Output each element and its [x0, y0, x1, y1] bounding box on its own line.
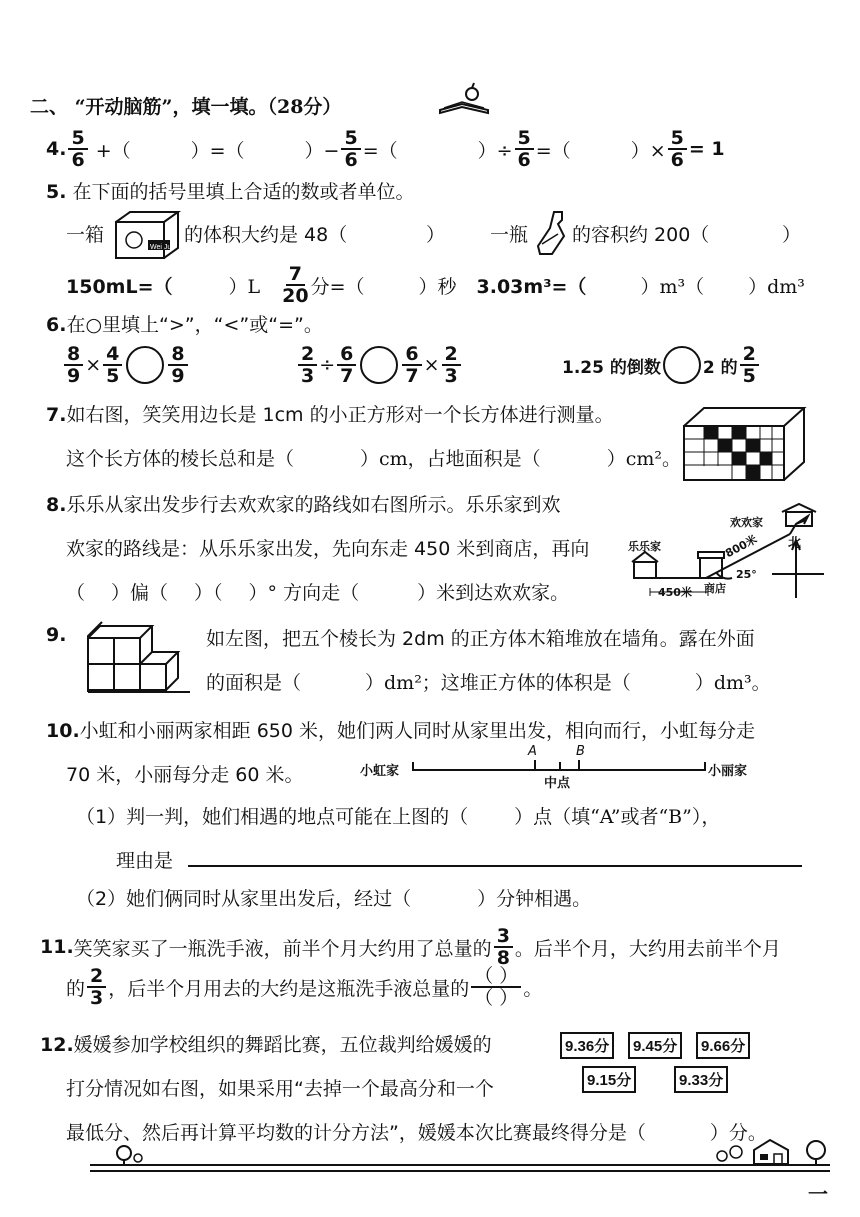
- q4-fraction: $\frac{5}{6}$: [668, 128, 687, 170]
- q5-line1-a: 一箱: [66, 224, 105, 246]
- q4-text: ）÷: [477, 139, 513, 162]
- q6-expr-1: $\frac{8}{9}$ × $\frac{4}{5}$ $\frac{8}{9}$: [62, 344, 190, 386]
- number-line: 小虹家 A B 中点 小丽家: [360, 744, 748, 791]
- q4-fraction: $\frac{5}{6}$: [68, 128, 87, 170]
- q4-text: = 1: [688, 138, 725, 160]
- q9-number: 9.: [46, 624, 67, 646]
- q6-expr-3: 1.25 的倒数 2 的 $\frac{2}{5}$: [562, 344, 761, 386]
- answer-line[interactable]: [188, 865, 802, 867]
- q12-line2: 打分情况如右图，如果采用“去掉一个最高分和一个: [66, 1078, 494, 1100]
- svg-text:Wei Ju: Wei Ju: [150, 244, 172, 251]
- q8-line3: （ ）偏（ ）（ ）° 方向走（ ）米到达欢欢家。: [66, 582, 570, 604]
- map-label-distance-2: 450米: [658, 586, 692, 599]
- question-6: 6.在○里填上“>”，“<”或“=”。: [46, 314, 323, 336]
- question-8: 8.乐乐从家出发步行去欢欢家的路线如右图所示。乐乐家到欢: [46, 494, 561, 516]
- q10-part2: （2）她们俩同时从家里出发后，经过（ ）分钟相遇。: [76, 888, 592, 910]
- cuboid-figure: [680, 404, 810, 484]
- q4-text: ）×: [630, 139, 666, 162]
- q5-line1-d: 一瓶: [490, 224, 529, 246]
- page-number: 一: [808, 1182, 828, 1206]
- compare-circle[interactable]: [126, 346, 164, 384]
- score-box: 9.66分: [696, 1032, 750, 1059]
- q4-fraction: $\frac{5}{6}$: [341, 128, 360, 170]
- q9-line1: 如左图，把五个棱长为 2dm 的正方体木箱堆放在墙角。露在外面: [206, 628, 755, 650]
- q5-number: 5.: [46, 181, 67, 203]
- q7-line2: 这个长方体的棱长总和是（ ）cm，占地面积是（ ）cm²。: [66, 448, 681, 470]
- section-title: 二、 “开动脑筋”，填一填。（28分）: [30, 96, 342, 118]
- question-5: [46, 177, 415, 204]
- q5-line2: 150mL=（ ）L $\frac{7}{20}$ 分=（ ）秒 3.03m³=（ ）m³（ ）dm³: [66, 263, 805, 307]
- map-label-north: 北: [788, 536, 802, 551]
- footer-rule: [90, 1170, 830, 1172]
- map-label-angle: 25°: [736, 568, 757, 581]
- q5-line1-c: ）: [426, 224, 446, 246]
- score-box: 9.36分: [560, 1032, 614, 1059]
- q4-text: =（: [362, 139, 398, 162]
- q5-line1-e: 的容积约 200（: [572, 224, 710, 246]
- q4-text: ）=（: [190, 139, 245, 162]
- q4-text: ）−: [304, 139, 340, 162]
- map-label-distance-1: 800米: [723, 532, 760, 561]
- compare-circle[interactable]: [360, 346, 398, 384]
- house-trees-icon: [712, 1138, 832, 1168]
- q10-part1: （1）判一判，她们相遇的地点可能在上图的（ ）点（填“A”或者“B”），: [76, 806, 721, 828]
- score-box: 9.33分: [674, 1066, 728, 1093]
- bottle-icon: [534, 210, 568, 256]
- q10-line2: 70 米，小丽每分走 60 米。: [66, 764, 304, 786]
- tree-icon: [112, 1144, 148, 1166]
- q5-text: 在下面的括号里填上合适的数或者单位。: [72, 181, 415, 203]
- box-icon: [112, 208, 182, 262]
- q11-line2: 的 $\frac{2}{3}$ ，后半个月用去的大约是这瓶洗手液总量的 $\frac{( )}{( )}$ 。: [66, 965, 543, 1009]
- map-label-huanhuan: 欢欢家: [730, 516, 763, 529]
- q4-text: +（: [95, 139, 131, 162]
- q4-fraction: $\frac{5}{6}$: [515, 128, 534, 170]
- q8-line2: 欢家的路线是：从乐乐家出发，先向东走 450 米到商店，再向: [66, 538, 590, 560]
- compare-circle[interactable]: [663, 346, 701, 384]
- map-label-store: 商店: [704, 582, 726, 595]
- question-7: 7.如右图，笑笑用边长是 1cm 的小正方形对一个长方体进行测量。: [46, 404, 614, 426]
- question-11: 11. 笑笑家买了一瓶洗手液，前半个月大约用了总量的 $\frac{3}{8}$ 。后半个月，大约用去前半个月: [40, 925, 781, 969]
- q4-number: 4.: [46, 138, 67, 160]
- map-label-lele: 乐乐家: [628, 540, 661, 553]
- question-10: 10.小虹和小丽两家相距 650 米，她们两人同时从家里出发，相向而行，小虹每分走: [46, 720, 756, 742]
- q5-line1-b: 的体积大约是 48（: [184, 224, 348, 246]
- q9-line2: 的面积是（ ）dm²；这堆正方体的体积是（ ）dm³。: [206, 672, 771, 694]
- question-4: [46, 128, 725, 170]
- score-box: 9.45分: [628, 1032, 682, 1059]
- q6-expr-2: $\frac{2}{3}$ ÷ $\frac{6}{7}$ $\frac{6}{7}$ × $\frac{2}{3}$: [296, 344, 463, 386]
- q5-line1-f: ）: [782, 224, 802, 246]
- question-12: 12.媛媛参加学校组织的舞蹈比赛，五位裁判给媛媛的: [40, 1034, 492, 1056]
- route-map: [620, 500, 830, 605]
- cubes-figure: [86, 616, 192, 696]
- q10-reason-label: 理由是: [116, 850, 174, 872]
- q12-line3: 最低分、然后再计算平均数的计分方法”，媛媛本次比赛最终得分是（ ）分。: [66, 1122, 767, 1144]
- q4-text: =（: [535, 139, 571, 162]
- score-box: 9.15分: [582, 1066, 636, 1093]
- book-icon: [436, 80, 492, 116]
